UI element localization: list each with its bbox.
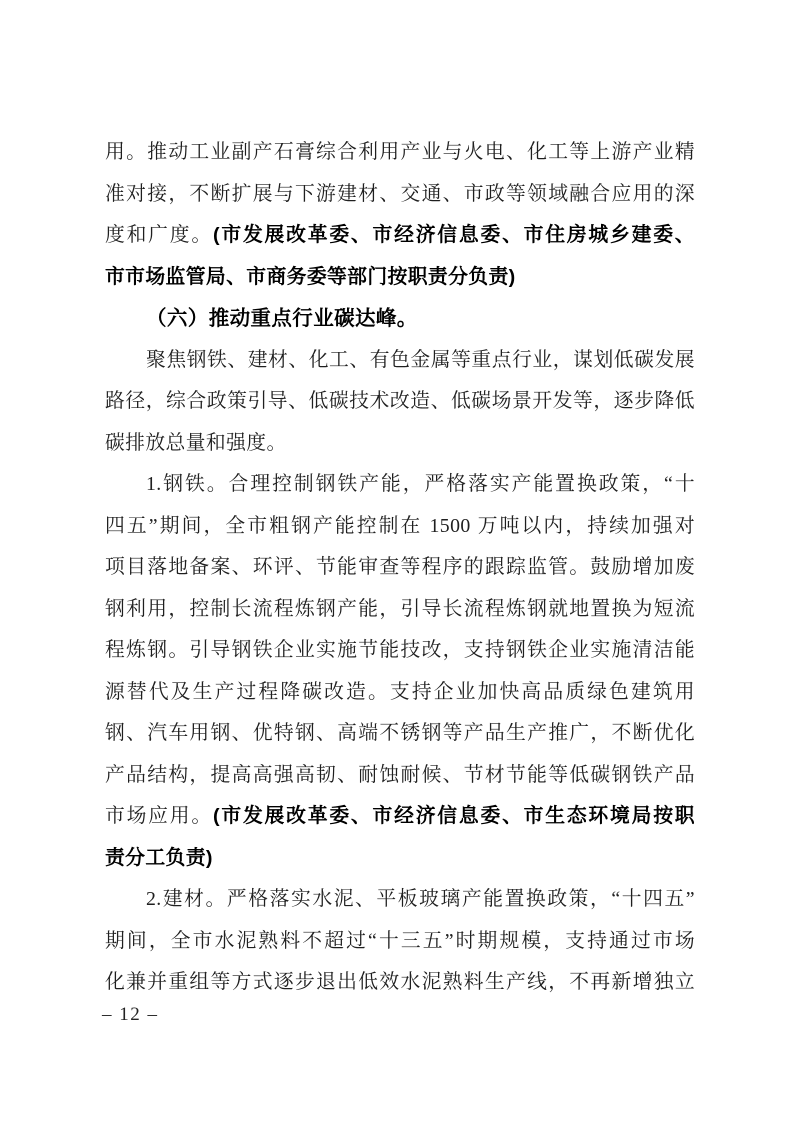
body-text-segment: 四五”期间，全市粗钢产能控制在 1500 万吨以内，持续加强对: [105, 514, 695, 537]
body-text-segment: 1.钢铁。合理控制钢铁产能，严格落实产能置换政策，“十: [146, 473, 695, 495]
text-line: [105, 132, 695, 174]
text-line: [105, 921, 695, 963]
text-line: [105, 630, 695, 672]
text-line: [105, 838, 695, 880]
text-line: [105, 672, 695, 714]
department-attribution: (市发展改革委、市经济信息委、市生态环境局按职: [212, 805, 695, 827]
body-text-segment: 用。推动工业副产石膏综合利用产业与火电、化工等上游产业精: [105, 141, 695, 163]
body-text-segment: 度和广度。: [105, 224, 213, 246]
text-line: [105, 713, 695, 755]
text-line: [105, 215, 695, 257]
page-number: – 12 –: [102, 1004, 159, 1025]
text-line: [105, 340, 695, 382]
text-line: [105, 755, 695, 797]
body-text-segment: 2.建材。严格落实水泥、平板玻璃产能置换政策，“十四五”: [146, 888, 695, 910]
body-text-segment: 钢、汽车用钢、优特钢、高端不锈钢等产品生产推广，不断优化: [105, 722, 695, 744]
text-line: [105, 796, 695, 838]
body-text-segment: 路径，综合政策引导、低碳技术改造、低碳场景开发等，逐步降低: [105, 390, 695, 412]
text-line: [105, 381, 695, 423]
text-line: [105, 464, 695, 506]
text-line: [105, 506, 695, 548]
body-text-segment: 产品结构，提高高强高韧、耐蚀耐候、节材节能等低碳钢铁产品: [105, 763, 695, 786]
body-text-segment: 市场应用。: [105, 805, 213, 827]
department-attribution: (市发展改革委、市经济信息委、市住房城乡建委、: [212, 224, 695, 246]
text-line: [105, 547, 695, 589]
text-line: [105, 962, 695, 1004]
document-body: [105, 132, 695, 1004]
body-text-segment: 聚焦钢铁、建材、化工、有色金属等重点行业，谋划低碳发展: [146, 348, 695, 371]
section-heading-line: [105, 298, 695, 340]
body-text-segment: 钢利用，控制长流程炼钢产能，引导长流程炼钢就地置换为短流: [105, 597, 695, 620]
text-line: [105, 589, 695, 631]
body-text-segment: 项目落地备案、环评、节能审查等程序的跟踪监管。鼓励增加废: [105, 556, 695, 578]
text-line: [105, 879, 695, 921]
department-attribution: 责分工负责): [105, 846, 213, 869]
text-line: [105, 423, 695, 465]
body-text-segment: 期间，全市水泥熟料不超过“十三五”时期规模，支持通过市场: [105, 929, 695, 952]
text-line: [105, 174, 695, 216]
text-line: [105, 257, 695, 299]
body-text-segment: 程炼钢。引导钢铁企业实施节能技改，支持钢铁企业实施清洁能: [105, 639, 695, 661]
body-text-segment: 准对接，不断扩展与下游建材、交通、市政等领域融合应用的深: [105, 182, 695, 205]
body-text-segment: 源替代及生产过程降碳改造。支持企业加快高品质绿色建筑用: [105, 680, 695, 703]
department-attribution: 市市场监管局、市商务委等部门按职责分负责): [105, 265, 516, 288]
body-text-segment: 化兼并重组等方式逐步退出低效水泥熟料生产线，不再新增独立: [105, 971, 695, 993]
section-heading: （六）推动重点行业碳达峰。: [146, 307, 418, 330]
body-text-segment: 碳排放总量和强度。: [105, 431, 287, 454]
